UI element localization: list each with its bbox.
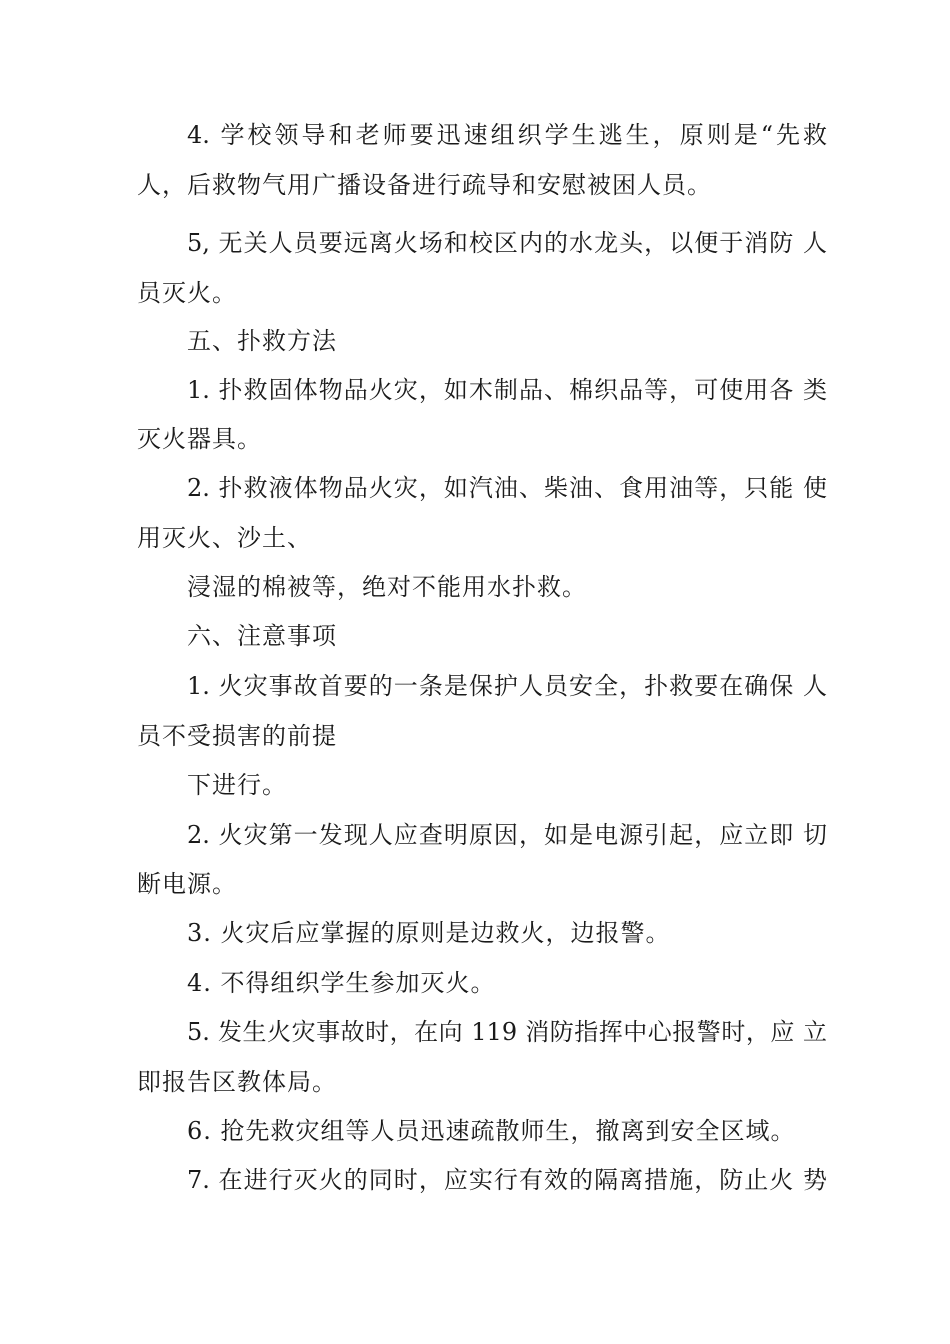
text-line-17: 3. 火灾后应掌握的原则是边救火，边报警。 (187, 919, 671, 947)
section-heading-5: 五、扑救方法 (187, 327, 337, 355)
text-line-3: 5, 无关人员要远离火场和校区内的水龙头，以便于消防 人 (187, 229, 827, 257)
text-line-10: 浸湿的棉被等，绝对不能用水扑救。 (187, 573, 587, 601)
text-line-6: 1. 扑救固体物品火灾，如木制品、棉织品等，可使用各 类 (187, 376, 827, 404)
text-line-9: 用灭火、沙土、 (137, 524, 312, 552)
text-line-2: 人，后救物气用广播设备进行疏导和安慰被困人员。 (137, 171, 712, 199)
text-line-16: 断电源。 (137, 870, 237, 898)
section-heading-6: 六、注意事项 (187, 622, 337, 650)
text-line-21: 6. 抢先救灾组等人员迅速疏散师生，撤离到安全区域。 (187, 1117, 796, 1145)
text-line-14: 下进行。 (187, 771, 287, 799)
text-line-7: 灭火器具。 (137, 425, 262, 453)
text-line-13: 员不受损害的前提 (137, 722, 337, 750)
text-line-8: 2. 扑救液体物品火灾，如汽油、柴油、食用油等，只能 使 (187, 474, 827, 502)
text-line-20: 即报告区教体局。 (137, 1068, 337, 1096)
text-line-18: 4. 不得组织学生参加灭火。 (187, 969, 496, 997)
text-line-15: 2. 火灾第一发现人应查明原因，如是电源引起，应立即 切 (187, 821, 827, 849)
text-line-12: 1. 火灾事故首要的一条是保护人员安全，扑救要在确保 人 (187, 672, 827, 700)
text-line-22: 7. 在进行灭火的同时，应实行有效的隔离措施，防止火 势 (187, 1166, 827, 1194)
text-line-4: 员灭火。 (137, 279, 237, 307)
text-line-1: 4. 学校领导和老师要迅速组织学生逃生，原则是“先救 (187, 121, 827, 149)
text-line-19: 5. 发生火灾事故时，在向 119 消防指挥中心报警时，应 立 (187, 1018, 827, 1046)
